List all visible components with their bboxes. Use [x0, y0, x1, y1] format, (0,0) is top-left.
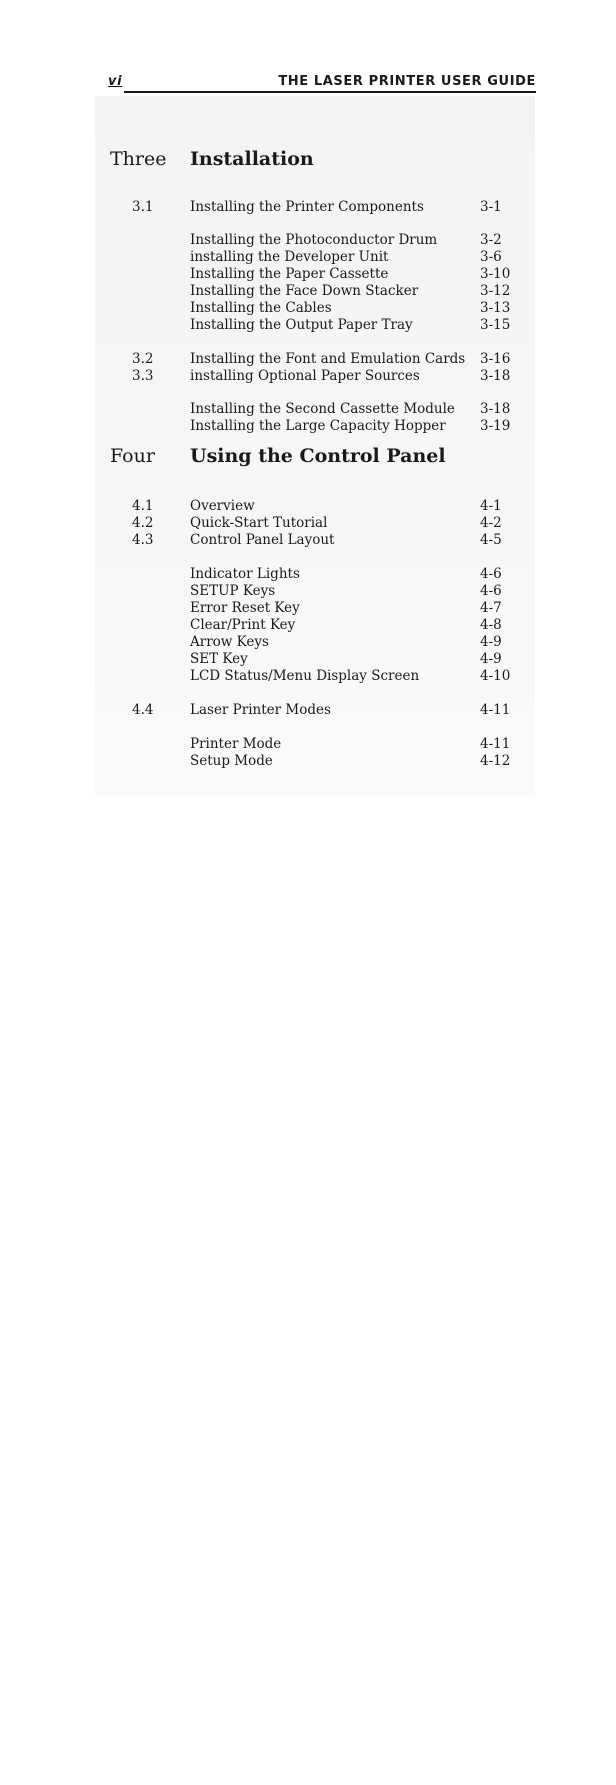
entry-label: Installing the Printer Components: [190, 199, 424, 215]
section-number: 4.2: [132, 515, 154, 531]
entry-label: Arrow Keys: [190, 634, 269, 650]
toc-entry: [0, 633, 616, 651]
entry-label: Indicator Lights: [190, 566, 300, 582]
entry-label: Laser Printer Modes: [190, 702, 331, 718]
entry-page: 3-18: [480, 368, 511, 384]
entry-label: Clear/Print Key: [190, 617, 296, 633]
entry-page: 4-8: [480, 617, 502, 633]
entry-label: Quick-Start Tutorial: [190, 515, 328, 531]
toc-entry: [0, 599, 616, 617]
section-number: 4.1: [132, 498, 154, 514]
entry-label: Installing the Paper Cassette: [190, 266, 389, 282]
toc-entry: [0, 667, 616, 685]
section-number: 4.3: [132, 532, 154, 548]
chapter-title: Installation: [190, 148, 314, 170]
section-number: 3.3: [132, 368, 154, 384]
toc-entry: [0, 248, 616, 266]
entry-page: 4-1: [480, 498, 502, 514]
entry-page: 4-12: [480, 753, 511, 769]
entry-page: 4-5: [480, 532, 502, 548]
entry-label: installing the Developer Unit: [190, 249, 389, 265]
section-number: 3.2: [132, 351, 154, 367]
entry-label: SETUP Keys: [190, 583, 276, 599]
entry-label: Error Reset Key: [190, 600, 300, 616]
entry-label: Overview: [190, 498, 255, 514]
entry-label: Printer Mode: [190, 736, 282, 752]
toc-entry: [0, 299, 616, 317]
entry-page: 4-6: [480, 583, 502, 599]
section-number: 3.1: [132, 199, 154, 215]
toc-entry: [0, 367, 616, 385]
entry-page: 3-19: [480, 418, 511, 434]
entry-page: 3-16: [480, 351, 511, 367]
toc-entry: [0, 735, 616, 753]
entry-page: 3-13: [480, 300, 511, 316]
entry-page: 3-10: [480, 266, 511, 282]
entry-label: Setup Mode: [190, 753, 273, 769]
toc-entry: [0, 701, 616, 719]
section-number: 4.4: [132, 702, 154, 718]
entry-label: Installing the Photoconductor Drum: [190, 232, 438, 248]
chapter-number: Four: [110, 445, 155, 467]
toc-entry: [0, 565, 616, 583]
entry-label: Control Panel Layout: [190, 532, 335, 548]
entry-page: 4-7: [480, 600, 502, 616]
entry-label: Installing the Face Down Stacker: [190, 283, 419, 299]
entry-label: Installing the Second Cassette Module: [190, 401, 455, 417]
toc-entry: [0, 531, 616, 549]
toc-entry: [0, 282, 616, 300]
entry-label: Installing the Font and Emulation Cards: [190, 351, 466, 367]
toc-entry: [0, 417, 616, 435]
entry-label: Installing the Large Capacity Hopper: [190, 418, 446, 434]
toc-entry: [0, 265, 616, 283]
toc-entry: [0, 400, 616, 418]
entry-label: LCD Status/Menu Display Screen: [190, 668, 420, 684]
toc-entry: [0, 650, 616, 668]
entry-page: 4-11: [480, 702, 511, 718]
header-rule: [124, 91, 536, 93]
toc-entry: [0, 198, 616, 216]
toc-entry: [0, 497, 616, 515]
toc-entry: [0, 350, 616, 368]
entry-page: 4-10: [480, 668, 511, 684]
page-number: vi: [108, 74, 123, 89]
toc-entry: [0, 616, 616, 634]
chapter-title: Using the Control Panel: [190, 445, 446, 467]
toc-entry: [0, 231, 616, 249]
entry-page: 4-9: [480, 634, 502, 650]
toc-entry: [0, 582, 616, 600]
entry-page: 3-15: [480, 317, 511, 333]
toc-entry: [0, 514, 616, 532]
entry-page: 3-1: [480, 199, 502, 215]
entry-label: SET Key: [190, 651, 248, 667]
entry-page: 3-12: [480, 283, 511, 299]
running-header: [108, 74, 536, 94]
running-title: THE LASER PRINTER USER GUIDE: [278, 74, 536, 89]
toc-entry: [0, 752, 616, 770]
entry-page: 3-2: [480, 232, 502, 248]
entry-page: 4-6: [480, 566, 502, 582]
entry-label: Installing the Cables: [190, 300, 332, 316]
entry-page: 4-11: [480, 736, 511, 752]
toc-entry: [0, 316, 616, 334]
chapter-number: Three: [110, 148, 167, 170]
entry-page: 3-18: [480, 401, 511, 417]
entry-page: 4-2: [480, 515, 502, 531]
entry-label: Installing the Output Paper Tray: [190, 317, 413, 333]
entry-page: 4-9: [480, 651, 502, 667]
entry-label: installing Optional Paper Sources: [190, 368, 420, 384]
entry-page: 3-6: [480, 249, 502, 265]
